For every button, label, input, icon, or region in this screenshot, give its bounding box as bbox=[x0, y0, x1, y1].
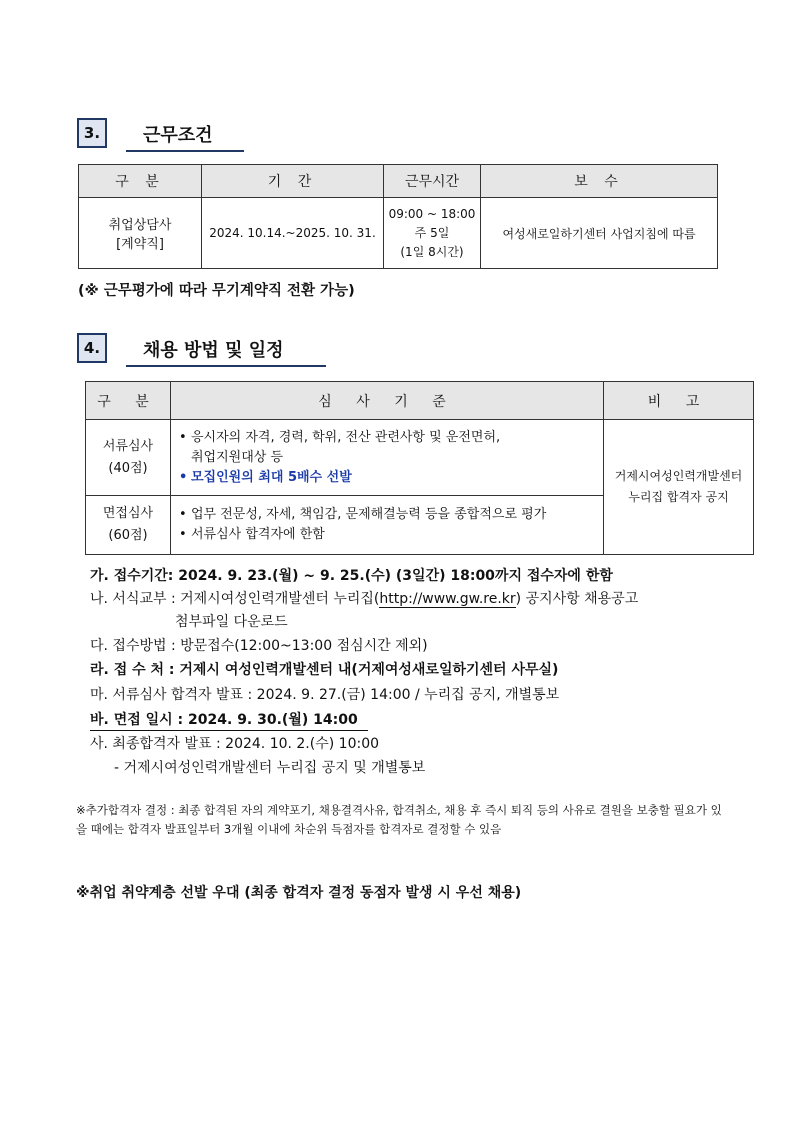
schedule-na: 나. 서식교부 : 거제시여성인력개발센터 누리집(http://www.gw.re.kr) 공지사항 채용공고 bbox=[90, 591, 639, 607]
schedule-ga: 가. 접수기간: 2024. 9. 23.(월) ~ 9. 25.(수) (3일간) 18:00까지 접수자에 한함 bbox=[90, 568, 613, 584]
cell-hours: 09:00 ~ 18:00 주 5일 (1일 8시간) bbox=[384, 198, 481, 269]
cell-pay: 여성새로일하기센터 사업지침에 따름 bbox=[481, 198, 718, 269]
header-pay: 보 수 bbox=[481, 165, 718, 198]
cell-interview-criteria bbox=[171, 496, 604, 555]
list-item: • 응시자의 자격, 경력, 학위, 전산 관련사항 및 운전면허, 취업지원대상 등 bbox=[179, 428, 603, 468]
schedule-sa-sub: - 거제시여성인력개발센터 누리집 공지 및 개별통보 bbox=[114, 760, 426, 776]
header-criteria: 심 사 기 준 bbox=[171, 382, 604, 420]
list-item: • 서류심사 합격자에 한함 bbox=[179, 525, 603, 545]
schedule-na-line2: 첨부파일 다운로드 bbox=[175, 614, 288, 630]
work-conditions-table bbox=[78, 164, 718, 269]
list-item-highlight: • 모집인원의 최대 5배수 선발 bbox=[179, 468, 603, 488]
header-period: 기 간 bbox=[202, 165, 384, 198]
schedule-sa: 사. 최종합격자 발표 : 2024. 10. 2.(수) 10:00 bbox=[90, 736, 380, 752]
section-3-note: (※ 근무평가에 따라 무기계약직 전환 가능) bbox=[78, 283, 355, 299]
section-4-underline bbox=[126, 365, 326, 367]
section-4-title: 채용 방법 및 일정 bbox=[143, 340, 284, 361]
schedule-ba: 바. 면접 일시 : 2024. 9. 30.(월) 14:00 bbox=[90, 710, 368, 731]
section-4-number: 4. bbox=[77, 333, 107, 363]
schedule-ma: 마. 서류심사 합격자 발표 : 2024. 9. 27.(금) 14:00 / 누리집 공지, 개별통보 bbox=[90, 687, 560, 703]
preference-note: ※취업 취약계층 선발 우대 (최종 합격자 결정 동점자 발생 시 우선 채용) bbox=[76, 885, 522, 901]
section-3-title: 근무조건 bbox=[143, 125, 213, 146]
list-item: • 업무 전문성, 자세, 책임감, 문제해결능력 등을 종합적으로 평가 bbox=[179, 505, 603, 525]
header-hours: 근무시간 bbox=[384, 165, 481, 198]
header-category: 구 분 bbox=[79, 165, 202, 198]
cell-document-criteria bbox=[171, 420, 604, 496]
schedule-da: 다. 접수방법 : 방문접수(12:00~13:00 점심시간 제외) bbox=[90, 638, 428, 654]
header-category: 구 분 bbox=[86, 382, 171, 420]
section-3-underline bbox=[126, 150, 244, 152]
header-remark: 비 고 bbox=[604, 382, 754, 420]
cell-period: 2024. 10.14.~2025. 10. 31. bbox=[202, 198, 384, 269]
cell-interview: 면접심사 (60점) bbox=[86, 496, 171, 555]
cell-category: 취업상담사 [계약직] bbox=[79, 198, 202, 269]
selection-method-table bbox=[85, 381, 754, 555]
section-3-number: 3. bbox=[77, 118, 107, 148]
website-link[interactable]: http://www.gw.re.kr bbox=[379, 591, 516, 607]
cell-remark: 거제시여성인력개발센터 누리집 합격자 공지 bbox=[604, 420, 754, 555]
cell-document-screening: 서류심사 (40점) bbox=[86, 420, 171, 496]
schedule-ra: 라. 접 수 처 : 거제시 여성인력개발센터 내(거제여성새로일하기센터 사무실) bbox=[90, 662, 559, 678]
additional-note: ※추가합격자 결정 : 최종 합격된 자의 계약포기, 채용결격사유, 합격취소, 채용 후 즉시 퇴직 등의 사유로 결원을 보충할 필요가 있을 때에는 합격자 발표일부터 3개월 이내에 차순위 득점자를 합격자로 결정할 수 있음 bbox=[76, 803, 722, 836]
